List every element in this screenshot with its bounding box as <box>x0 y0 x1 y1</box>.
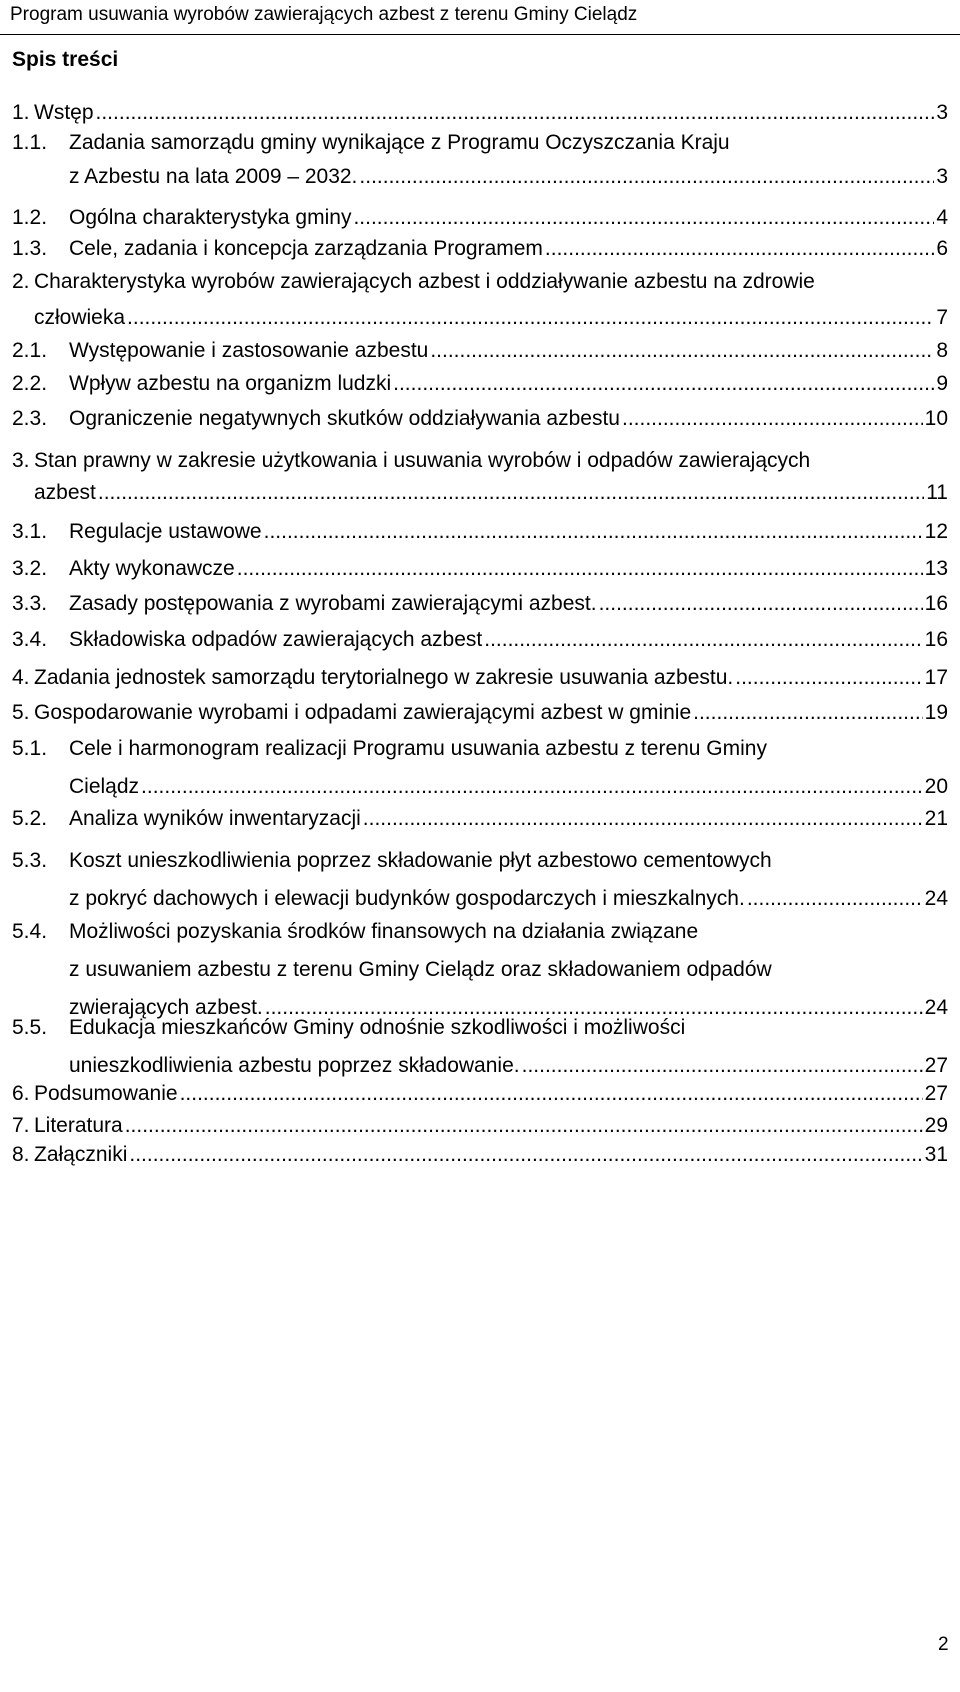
toc-dot-leader <box>735 661 922 695</box>
toc-entry-number: 5.4. <box>12 920 48 943</box>
toc-entry-title: zwierających azbest. <box>69 996 263 1019</box>
toc-entry-title: Zasady postępowania z wyrobami zawierającymi azbest. <box>69 592 597 615</box>
toc-entry[interactable] <box>12 730 948 806</box>
toc-entry-title: Charakterystyka wyrobów zawierających azbest i oddziaływanie azbestu na zdrowie <box>34 270 815 293</box>
toc-entry-title: Literatura <box>34 1114 123 1137</box>
toc-entry[interactable] <box>12 402 948 436</box>
toc-entry-page: 21 <box>924 807 948 830</box>
toc-entry[interactable] <box>12 802 948 836</box>
toc-entry-page: 3 <box>936 165 948 188</box>
toc-entry-page: 12 <box>924 520 948 543</box>
toc-entry-page: 16 <box>924 628 948 651</box>
toc-entry-title: Składowiska odpadów zawierających azbest <box>69 628 483 651</box>
toc-entry[interactable] <box>12 201 948 235</box>
toc-dot-leader <box>430 334 934 368</box>
header-rule <box>0 34 960 35</box>
toc-dot-leader <box>353 201 934 235</box>
toc-entry[interactable] <box>12 334 948 368</box>
page-number: 2 <box>938 1634 949 1655</box>
toc-entry-number: 5. <box>12 701 30 724</box>
toc-entry-title: Cele, zadania i koncepcja zarządzania Programem <box>69 237 543 260</box>
toc-entry-page: 24 <box>924 996 948 1019</box>
toc-dot-leader <box>363 802 923 836</box>
toc-entry-page: 27 <box>924 1082 948 1105</box>
toc-entry-title: Cielądz <box>69 775 140 798</box>
toc-entry-title: Cele i harmonogram realizacji Programu usuwania azbestu z terenu Gminy <box>69 737 767 760</box>
toc-entry-title: z Azbestu na lata 2009 – 2032. <box>69 165 358 188</box>
toc-entry[interactable] <box>12 587 948 621</box>
toc-entry-number: 8. <box>12 1143 30 1166</box>
toc-entry-page: 6 <box>936 237 948 260</box>
toc-entry[interactable] <box>12 552 948 586</box>
toc-dot-leader <box>622 402 923 436</box>
toc-entry-title: człowieka <box>34 306 126 329</box>
toc-title: Spis treści <box>12 48 119 71</box>
running-header: Program usuwania wyrobów zawierających azbest z terenu Gminy Cielądz <box>10 4 638 25</box>
toc-entry-title: z pokryć dachowych i elewacji budynków gospodarczych i mieszkalnych. <box>69 887 745 910</box>
toc-entry[interactable] <box>12 264 948 336</box>
toc-dot-leader <box>393 367 934 401</box>
toc-entry-number: 3.2. <box>12 557 48 580</box>
toc-entry-page: 13 <box>924 557 948 580</box>
toc-entry-page: 4 <box>936 206 948 229</box>
toc-entry-number: 7. <box>12 1114 30 1137</box>
toc-entry-page: 19 <box>924 701 948 724</box>
toc-entry-title: Ograniczenie negatywnych skutków oddziaływania azbestu <box>69 407 620 430</box>
toc-entry-number: 2.2. <box>12 372 48 395</box>
toc-entry[interactable] <box>12 1077 948 1111</box>
toc-entry-number: 4. <box>12 666 30 689</box>
toc-entry-title: Akty wykonawcze <box>69 557 235 580</box>
toc-entry-number: 5.2. <box>12 807 48 830</box>
toc-entry-number: 5.5. <box>12 1016 48 1039</box>
toc-entry-number: 3.1. <box>12 520 48 543</box>
toc-entry[interactable] <box>12 696 948 730</box>
toc-dot-leader <box>180 1077 923 1111</box>
toc-dot-leader <box>129 1138 922 1172</box>
toc-dot-leader <box>98 477 924 509</box>
toc-entry-page: 3 <box>936 101 948 124</box>
toc-dot-leader <box>237 552 923 586</box>
toc-entry-page: 20 <box>924 775 948 798</box>
toc-entry-page: 16 <box>924 592 948 615</box>
toc-entry-title: Regulacje ustawowe <box>69 520 262 543</box>
toc-entry-page: 9 <box>936 372 948 395</box>
toc-dot-leader <box>693 696 923 730</box>
toc-entry[interactable] <box>12 842 948 918</box>
toc-entry[interactable] <box>12 515 948 549</box>
toc-entry-number: 3.4. <box>12 628 48 651</box>
toc-entry[interactable] <box>12 1138 948 1172</box>
toc-entry-number: 1.2. <box>12 206 48 229</box>
toc-entry[interactable] <box>12 96 948 130</box>
toc-entry-number: 5.3. <box>12 849 48 872</box>
toc-dot-leader <box>264 515 923 549</box>
toc-dot-leader <box>545 232 934 266</box>
toc-entry[interactable] <box>12 1009 948 1085</box>
toc-entry[interactable] <box>12 623 948 657</box>
toc-entry-title: Ogólna charakterystyka gminy <box>69 206 352 229</box>
toc-dot-leader <box>599 587 923 621</box>
toc-entry-page: 8 <box>936 339 948 362</box>
toc-entry-title: Analiza wyników inwentaryzacji <box>69 807 361 830</box>
toc-entry[interactable] <box>12 232 948 266</box>
toc-dot-leader <box>96 96 935 130</box>
toc-entry-number: 2.1. <box>12 339 48 362</box>
toc-entry-number: 1. <box>12 101 30 124</box>
toc-entry-title: Stan prawny w zakresie użytkowania i usuwania wyrobów i odpadów zawierających <box>34 449 811 472</box>
toc-entry-title: Załączniki <box>34 1143 128 1166</box>
toc-entry-title: Edukacja mieszkańców Gminy odnośnie szkodliwości i możliwości <box>69 1016 686 1039</box>
toc-entry[interactable] <box>12 445 948 509</box>
toc-entry-title: Zadania samorządu gminy wynikające z Programu Oczyszczania Kraju <box>69 131 730 154</box>
toc-entry-number: 2. <box>12 270 30 293</box>
toc-entry-title: Wstęp <box>34 101 94 124</box>
toc-entry-number: 5.1. <box>12 737 48 760</box>
toc-entry-number: 1.3. <box>12 237 48 260</box>
toc-entry-page: 24 <box>924 887 948 910</box>
toc-entry-title: Występowanie i zastosowanie azbestu <box>69 339 429 362</box>
toc-dot-leader <box>484 623 922 657</box>
toc-entry-number: 1.1. <box>12 131 48 154</box>
toc-entry-number: 6. <box>12 1082 30 1105</box>
toc-dot-leader <box>127 300 934 336</box>
toc-entry-number: 3.3. <box>12 592 48 615</box>
toc-entry-page: 17 <box>924 666 948 689</box>
toc-entry-page: 31 <box>924 1143 948 1166</box>
toc-entry-title: Możliwości pozyskania środków finansowych na działania związane <box>69 920 699 943</box>
toc-entry[interactable] <box>12 661 948 695</box>
toc-entry-title: Gospodarowanie wyrobami i odpadami zawierającymi azbest w gminie <box>34 701 692 724</box>
toc-entry-number: 3. <box>12 449 30 472</box>
toc-entry-number: 2.3. <box>12 407 48 430</box>
toc-entry-page: 7 <box>936 306 948 329</box>
toc-entry-title: unieszkodliwienia azbestu poprzez składowanie. <box>69 1054 520 1077</box>
toc-entry-title: z usuwaniem azbestu z terenu Gminy Cielądz oraz składowaniem odpadów <box>69 958 772 981</box>
toc-entry-page: 27 <box>924 1054 948 1077</box>
toc-entry-page: 11 <box>926 481 948 504</box>
toc-entry-page: 10 <box>924 407 948 430</box>
toc-entry[interactable] <box>12 367 948 401</box>
toc-entry-title: Koszt unieszkodliwienia poprzez składowanie płyt azbestowo cementowych <box>69 849 772 872</box>
toc-entry-title: Podsumowanie <box>34 1082 178 1105</box>
toc-dot-leader <box>141 768 923 806</box>
toc-entry-title: azbest <box>34 481 96 504</box>
toc-entry-title: Wpływ azbestu na organizm ludzki <box>69 372 392 395</box>
toc-dot-leader <box>359 160 934 194</box>
toc-entry-page: 29 <box>924 1114 948 1137</box>
toc-entry-title: Zadania jednostek samorządu terytorialnego w zakresie usuwania azbestu. <box>34 666 734 689</box>
toc-entry[interactable] <box>12 126 948 194</box>
